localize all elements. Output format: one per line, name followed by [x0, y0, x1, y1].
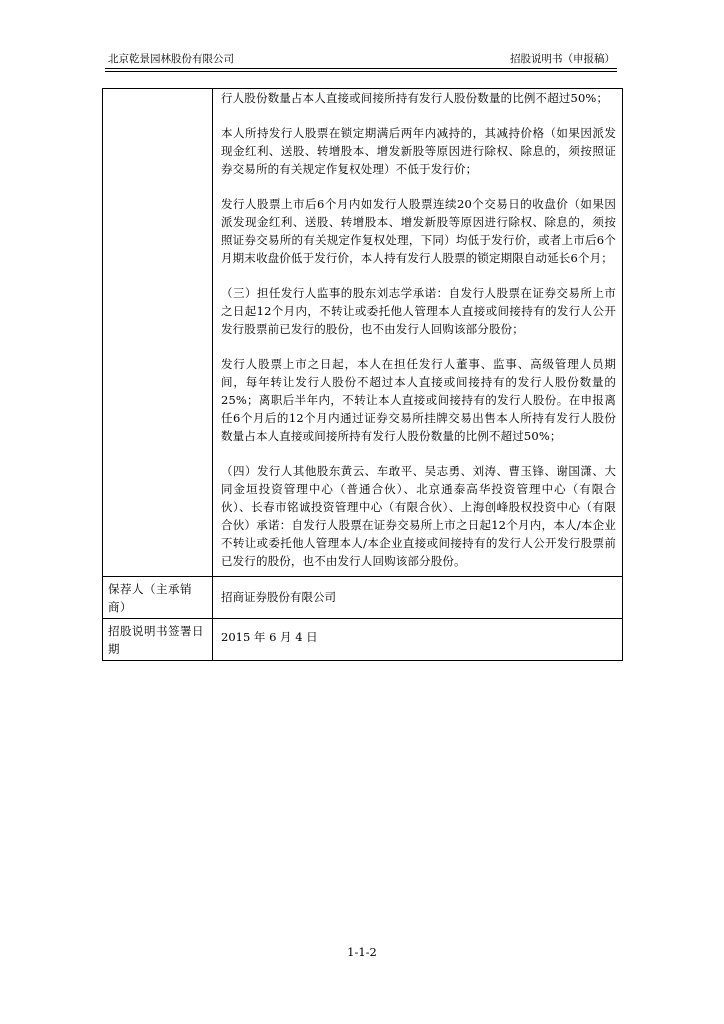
- sponsor-value: 招商证券股份有限公司: [213, 577, 623, 619]
- commitment-paragraph: 行人股份数量占本人直接或间接所持有发行人股份数量的比例不超过50%；: [221, 91, 609, 105]
- table-row-commitments: [103, 89, 623, 577]
- page-header: [105, 50, 617, 68]
- commitment-paragraph: 发行人股票上市之日起，本人在担任发行人董事、监事、高级管理人员期间，每年转让发行人股份不超过本人直接或间接持有的发行人股份数量的25%；离职后半年内，不转让本人直接或间接持有的发行人股份。在申报离任6个月后的12个月内通过证券交易所挂牌交易出售本人所持有发行人股份数量占本人直接或间接所持有发行人股份数量的比例不超过50%；: [221, 357, 616, 443]
- sign-date-value: 2015 年 6 月 4 日: [213, 619, 623, 661]
- header-rule-thick: [105, 68, 617, 69]
- prospectus-info-table: [102, 88, 623, 661]
- commitments-label-cell: [103, 89, 213, 577]
- commitment-paragraph: 本人所持发行人股票在锁定期满后两年内减持的，其减持价格（如果因派发现金红利、送股、转增股本、增发新股等原因进行除权、除息的，须按照证券交易所的有关规定作复权处理）不低于发行价；: [221, 126, 616, 176]
- table-row-sponsor: [103, 577, 623, 619]
- table-row-sign-date: [103, 619, 623, 661]
- sign-date-label: 招股说明书签署日期: [103, 619, 213, 661]
- sponsor-label: 保荐人（主承销商）: [103, 577, 213, 619]
- header-company-name: 北京乾景园林股份有限公司: [108, 53, 234, 65]
- page-number: 1-1-2: [347, 945, 377, 959]
- header-rule-thin: [105, 71, 617, 72]
- commitments-content-cell: [213, 89, 623, 577]
- commitment-paragraph: 发行人股票上市后6个月内如发行人股票连续20个交易日的收盘价（如果因派发现金红利、送股、转增股本、增发新股等原因进行除权、除息的，须按照证券交易所的有关规定作复权处理，下同）均低于发行价，或者上市后6个月期末收盘价低于发行价，本人持有发行人股票的锁定期限自动延长6个月；: [221, 197, 616, 265]
- commitment-paragraph: （三）担任发行人监事的股东刘志学承诺：自发行人股票在证券交易所上市之日起12个月内，不转让或委托他人管理本人直接或间接持有的发行人公开发行股票前已发行的股份，也不由发行人回购该部分股份；: [221, 286, 616, 336]
- commitment-paragraph: （四）发行人其他股东黄云、车敢平、吴志勇、刘涛、曹玉锋、谢国潇、大同金垣投资管理中心（普通合伙）、北京通泰高华投资管理中心（有限合伙）、长春市铭诚投资管理中心（有限合伙）、上海创峰股权投资中心（有限合伙）承诺：自发行人股票在证券交易所上市之日起12个月内，本人/本企业不转让或委托他人管理本人/本企业直接或间接持有的发行人公开发行股票前已发行的股份，也不由发行人回购该部分股份。: [221, 464, 616, 568]
- header-document-title: 招股说明书（申报稿）: [510, 53, 615, 65]
